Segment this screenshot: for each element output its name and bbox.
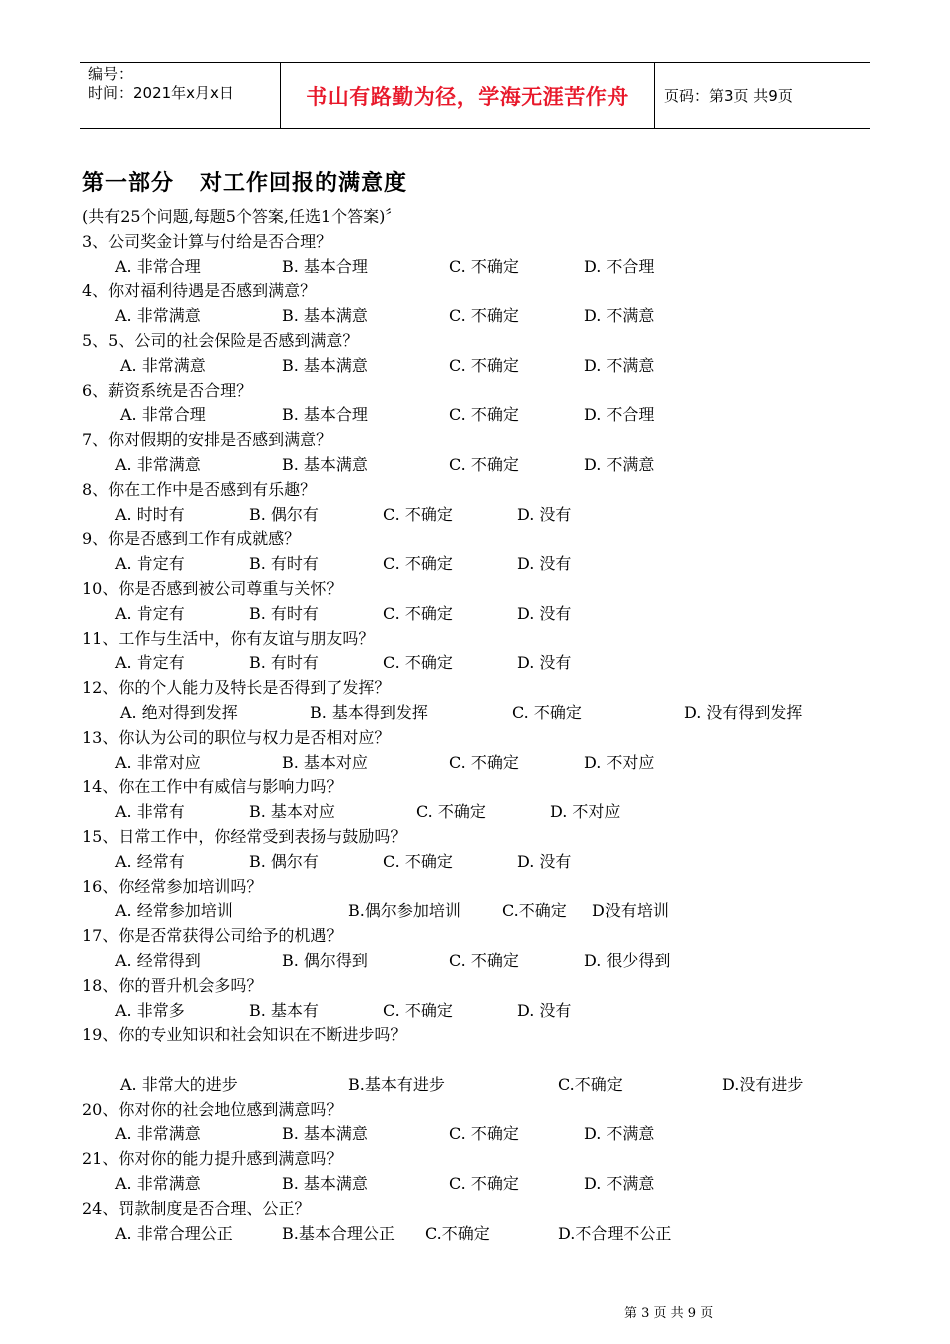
question-text: 15、日常工作中，你经常受到表扬与鼓励吗？	[82, 826, 407, 846]
answer-option-a: A. 肯定有	[115, 653, 185, 673]
answer-option-c: C. 不确定	[449, 752, 519, 772]
answer-option-c: C. 不确定	[383, 653, 453, 673]
question-text: 17、你是否常获得公司给予的机遇？	[82, 926, 343, 946]
answer-option-c: C. 不确定	[449, 950, 519, 970]
section-title: 第一部分	[82, 171, 175, 196]
answer-option-b: B. 有时有	[249, 653, 319, 673]
section-heading	[82, 166, 407, 197]
answer-option-a: A. 非常满意	[115, 1174, 201, 1194]
answer-option-d: D. 不对应	[584, 752, 655, 772]
options-row	[82, 751, 872, 776]
answer-option-b: B. 基本满意	[282, 1124, 368, 1144]
answer-option-d: D. 没有	[517, 851, 572, 871]
time-label: 时间：2021年x月x日	[88, 84, 234, 102]
questionnaire	[82, 205, 872, 1246]
answer-option-d: D.没有进步	[722, 1074, 804, 1094]
answer-option-a: A. 非常满意	[115, 454, 201, 474]
answer-option-b: B.基本有进步	[348, 1074, 445, 1094]
options-row	[82, 602, 872, 627]
answer-option-d: D. 没有	[517, 653, 572, 673]
answer-option-a: A. 非常合理公正	[115, 1223, 233, 1243]
question-text: 3、公司奖金计算与付给是否合理？	[82, 231, 333, 251]
page-footer: 第 3 页 共 9 页	[624, 1306, 714, 1321]
header-page-info: 页码：第3页 共9页	[664, 87, 793, 105]
intro-text: (共有25个问题,每题5个答案,任选1个答案)〞	[82, 207, 402, 226]
options-row	[82, 1172, 872, 1197]
answer-option-b: B. 基本合理	[282, 256, 368, 276]
options-row	[82, 552, 872, 577]
options-row	[82, 701, 872, 726]
answer-option-c: C. 不确定	[449, 355, 519, 375]
answer-option-b: B. 有时有	[249, 603, 319, 623]
answer-option-a: A. 经常参加培训	[115, 901, 233, 921]
question-text: 11、工作与生活中，你有友谊与朋友吗？	[82, 628, 375, 648]
options-row	[82, 999, 872, 1024]
question-text: 5、5、公司的社会保险是否感到满意？	[82, 330, 359, 350]
answer-option-b: B. 基本有	[249, 1000, 319, 1020]
options-row	[82, 503, 872, 528]
header-meta	[80, 63, 281, 128]
question-text: 20、你对你的社会地位感到满意吗？	[82, 1099, 343, 1119]
answer-option-c: C. 不确定	[449, 454, 519, 474]
answer-option-a: A. 非常满意	[115, 306, 201, 326]
answer-option-a: A. 非常有	[115, 802, 185, 822]
answer-option-d: D. 不满意	[584, 1174, 655, 1194]
answer-option-b: B.基本合理公正	[282, 1223, 395, 1243]
answer-option-d: D. 不合理	[584, 256, 655, 276]
answer-option-c: C. 不确定	[449, 405, 519, 425]
answer-option-d: D. 不满意	[584, 1124, 655, 1144]
answer-option-d: D. 不对应	[550, 802, 621, 822]
answer-option-c: C. 不确定	[449, 256, 519, 276]
answer-option-a: A. 非常合理	[115, 256, 201, 276]
answer-option-d: D. 不满意	[584, 306, 655, 326]
code-label: 编号：	[88, 65, 134, 83]
question-text: 18、你的晋升机会多吗？	[82, 975, 263, 995]
answer-option-c: C.不确定	[502, 901, 567, 921]
answer-option-b: B. 基本对应	[249, 802, 335, 822]
answer-option-c: C. 不确定	[383, 504, 453, 524]
answer-option-a: A. 非常多	[115, 1000, 185, 1020]
answer-option-c: C.不确定	[558, 1074, 623, 1094]
answer-option-b: B. 偶尔得到	[282, 950, 368, 970]
answer-option-a: A. 绝对得到发挥	[120, 702, 238, 722]
question-text: 4、你对福利待遇是否感到满意？	[82, 281, 317, 301]
answer-option-c: C.不确定	[425, 1223, 490, 1243]
answer-option-d: D. 不合理	[584, 405, 655, 425]
answer-option-b: B. 基本满意	[282, 1174, 368, 1194]
question-text: 24、罚款制度是否合理、公正？	[82, 1198, 311, 1218]
answer-option-d: D. 没有	[517, 603, 572, 623]
answer-option-b: B. 偶尔有	[249, 851, 319, 871]
answer-option-a: A. 时时有	[115, 504, 185, 524]
page-header	[80, 62, 870, 129]
answer-option-d: D. 没有	[517, 504, 572, 524]
answer-option-b: B.偶尔参加培训	[348, 901, 461, 921]
options-row	[82, 1122, 872, 1147]
options-row	[82, 304, 872, 329]
answer-option-c: C. 不确定	[449, 1124, 519, 1144]
answer-option-d: D. 没有	[517, 1000, 572, 1020]
options-row	[82, 1222, 872, 1247]
answer-option-a: A. 肯定有	[115, 554, 185, 574]
question-text: 14、你在工作中有威信与影响力吗？	[82, 777, 343, 797]
options-row	[82, 354, 872, 379]
answer-option-a: A. 非常大的进步	[120, 1074, 238, 1094]
answer-option-d: D没有培训	[592, 901, 669, 921]
answer-option-a: A. 非常合理	[120, 405, 206, 425]
answer-option-b: B. 偶尔有	[249, 504, 319, 524]
options-row	[82, 255, 872, 280]
question-text: 12、你的个人能力及特长是否得到了发挥？	[82, 678, 391, 698]
answer-option-d: D. 没有	[517, 554, 572, 574]
options-row	[82, 453, 872, 478]
options-row	[82, 403, 872, 428]
answer-option-b: B. 基本合理	[282, 405, 368, 425]
answer-option-b: B. 基本满意	[282, 355, 368, 375]
answer-option-d: D. 很少得到	[584, 950, 671, 970]
question-text: 10、你是否感到被公司尊重与关怀？	[82, 578, 343, 598]
question-text: 16、你经常参加培训吗？	[82, 876, 263, 896]
answer-option-b: B. 基本得到发挥	[310, 702, 428, 722]
answer-option-a: A. 非常对应	[115, 752, 201, 772]
answer-option-a: A. 经常有	[115, 851, 185, 871]
answer-option-a: A. 非常满意	[120, 355, 206, 375]
answer-option-d: D.不合理不公正	[558, 1223, 672, 1243]
question-text: 6、薪资系统是否合理？	[82, 380, 253, 400]
answer-option-c: C. 不确定	[383, 554, 453, 574]
question-text: 13、你认为公司的职位与权力是否相对应？	[82, 727, 391, 747]
header-motto: 书山有路勤为径，学海无涯苦作舟	[281, 63, 655, 128]
options-row	[82, 800, 872, 825]
answer-option-d: D. 不满意	[584, 355, 655, 375]
options-row	[82, 949, 872, 974]
options-row	[82, 850, 872, 875]
blank-line	[82, 1048, 872, 1073]
question-text: 19、你的专业知识和社会知识在不断进步吗？	[82, 1025, 407, 1045]
question-text: 9、你是否感到工作有成就感？	[82, 529, 301, 549]
options-row	[82, 651, 872, 676]
answer-option-b: B. 基本满意	[282, 454, 368, 474]
answer-option-d: D. 没有得到发挥	[684, 702, 803, 722]
answer-option-b: B. 基本对应	[282, 752, 368, 772]
answer-option-c: C. 不确定	[449, 1174, 519, 1194]
answer-option-c: C. 不确定	[416, 802, 486, 822]
answer-option-c: C. 不确定	[383, 1000, 453, 1020]
question-text: 21、你对你的能力提升感到满意吗？	[82, 1149, 343, 1169]
answer-option-b: B. 有时有	[249, 554, 319, 574]
answer-option-c: C. 不确定	[383, 603, 453, 623]
answer-option-c: C. 不确定	[449, 306, 519, 326]
answer-option-a: A. 非常满意	[115, 1124, 201, 1144]
answer-option-c: C. 不确定	[383, 851, 453, 871]
question-text: 8、你在工作中是否感到有乐趣？	[82, 479, 317, 499]
answer-option-a: A. 肯定有	[115, 603, 185, 623]
question-text: 7、你对假期的安排是否感到满意？	[82, 430, 333, 450]
answer-option-d: D. 不满意	[584, 454, 655, 474]
options-row	[82, 1073, 872, 1098]
answer-option-a: A. 经常得到	[115, 950, 201, 970]
answer-option-c: C. 不确定	[512, 702, 582, 722]
options-row	[82, 899, 872, 924]
answer-option-b: B. 基本满意	[282, 306, 368, 326]
section-subtitle: 对工作回报的满意度	[200, 171, 408, 196]
